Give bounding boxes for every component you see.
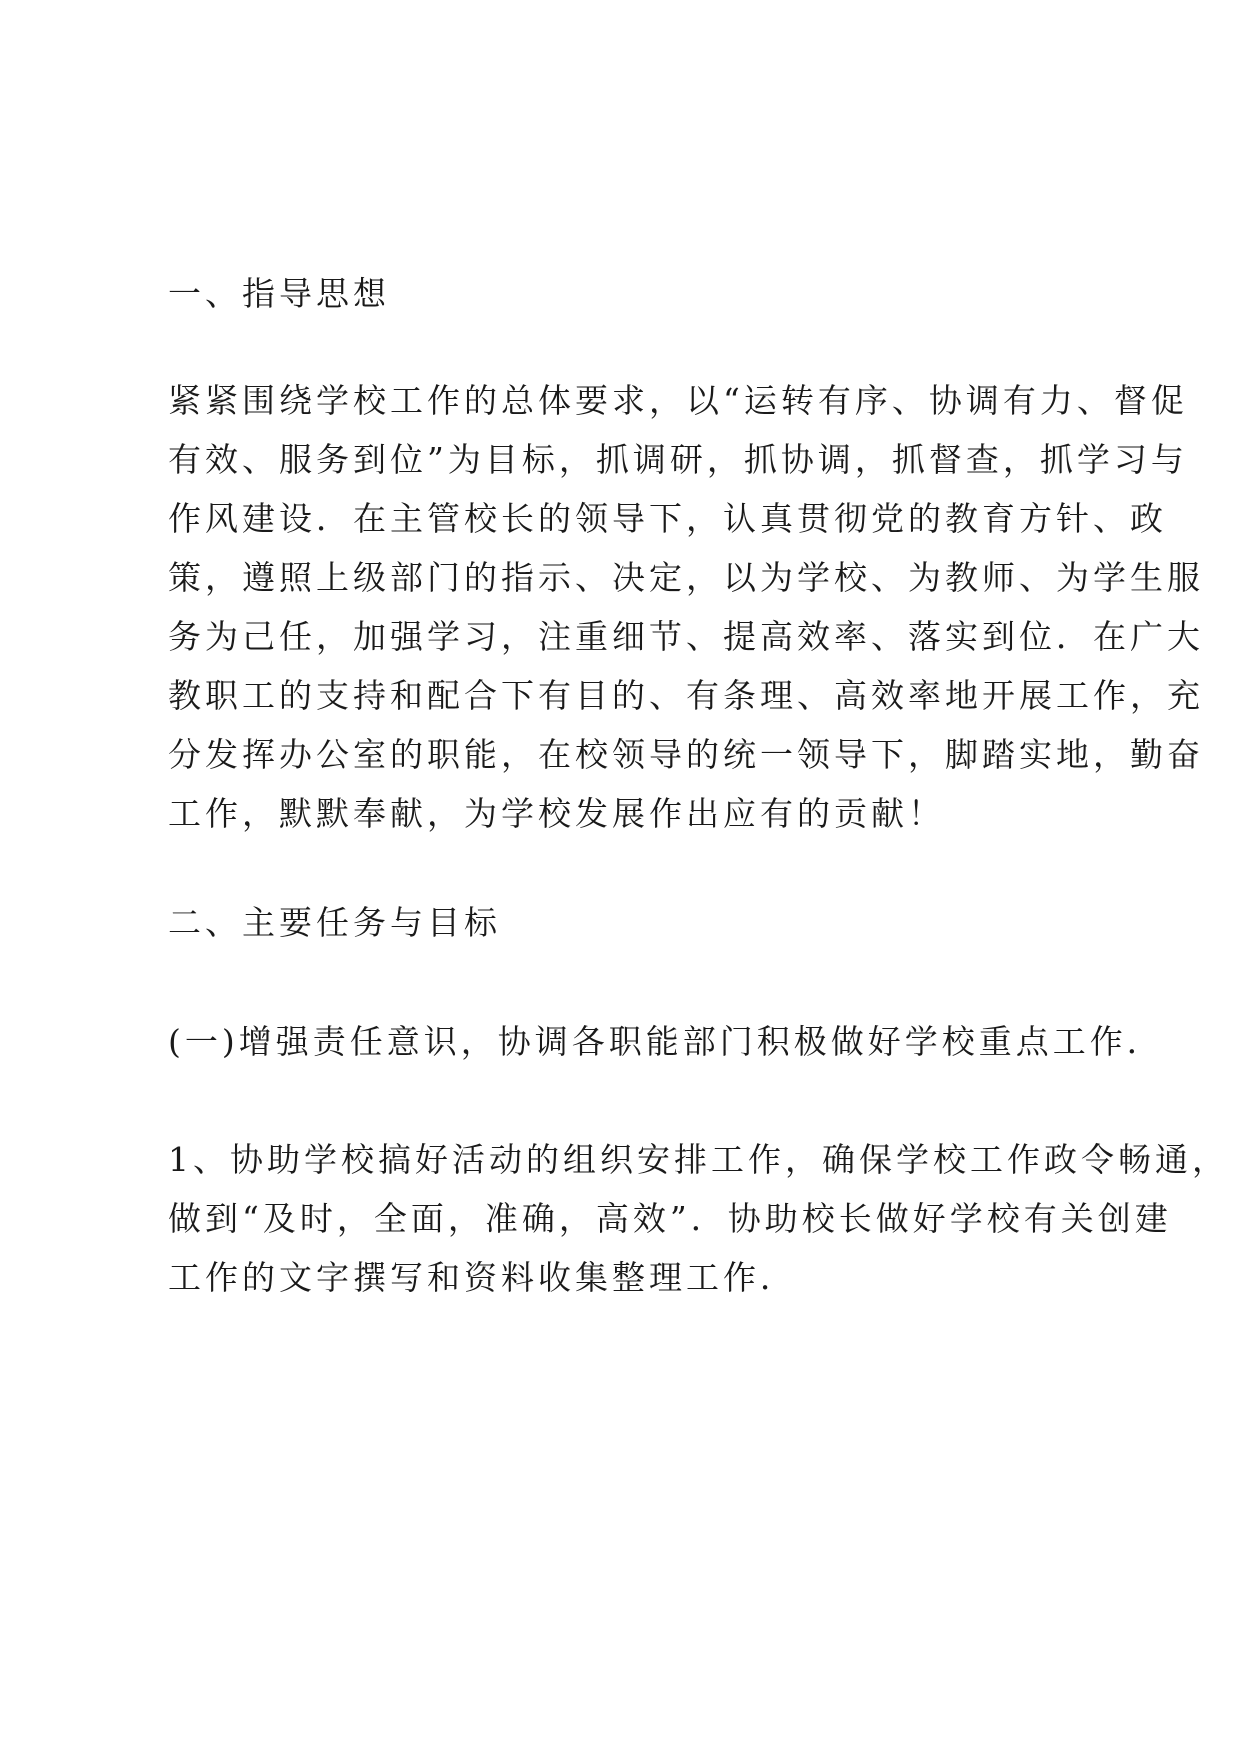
section-heading-guiding-ideology [168,264,1098,323]
heading-text: (一)增强责任意识，协调各职能部门积极做好学校重点工作． [168,1022,1164,1061]
paragraph-line: 分发挥办公室的职能，在校领导的统一领导下，脚踏实地，勤奋 [168,735,1204,774]
paragraph-line: 务为己任，加强学习，注重细节、提高效率、落实到位．在广大 [168,617,1204,656]
paragraph-line: 策，遵照上级部门的指示、决定，以为学校、为教师、为学生服 [168,558,1204,597]
guiding-ideology-paragraph [168,371,1204,843]
section-heading-main-tasks [168,893,1098,952]
subsection-heading-responsibility [168,1012,1164,1071]
paragraph-line: 1、协助学校搞好活动的组织安排工作，确保学校工作政令畅通， [168,1140,1229,1179]
item-1-paragraph [168,1130,1229,1307]
heading-text: 一、指导思想 [168,274,390,313]
paragraph-line: 做到“及时，全面，准确，高效”．协助校长做好学校有关创建 [168,1199,1172,1238]
heading-text: 二、主要任务与目标 [168,903,501,942]
paragraph-line: 教职工的支持和配合下有目的、有条理、高效率地开展工作，充 [168,676,1204,715]
paragraph-line: 工作，默默奉献，为学校发展作出应有的贡献！ [168,794,945,833]
paragraph-line: 作风建设．在主管校长的领导下，认真贯彻党的教育方针、政 [168,499,1167,538]
paragraph-line: 有效、服务到位”为目标，抓调研，抓协调，抓督查，抓学习与 [168,440,1188,479]
paragraph-line: 紧紧围绕学校工作的总体要求，以“运转有序、协调有力、督促 [168,381,1188,420]
paragraph-line: 工作的文字撰写和资料收集整理工作． [168,1258,797,1297]
